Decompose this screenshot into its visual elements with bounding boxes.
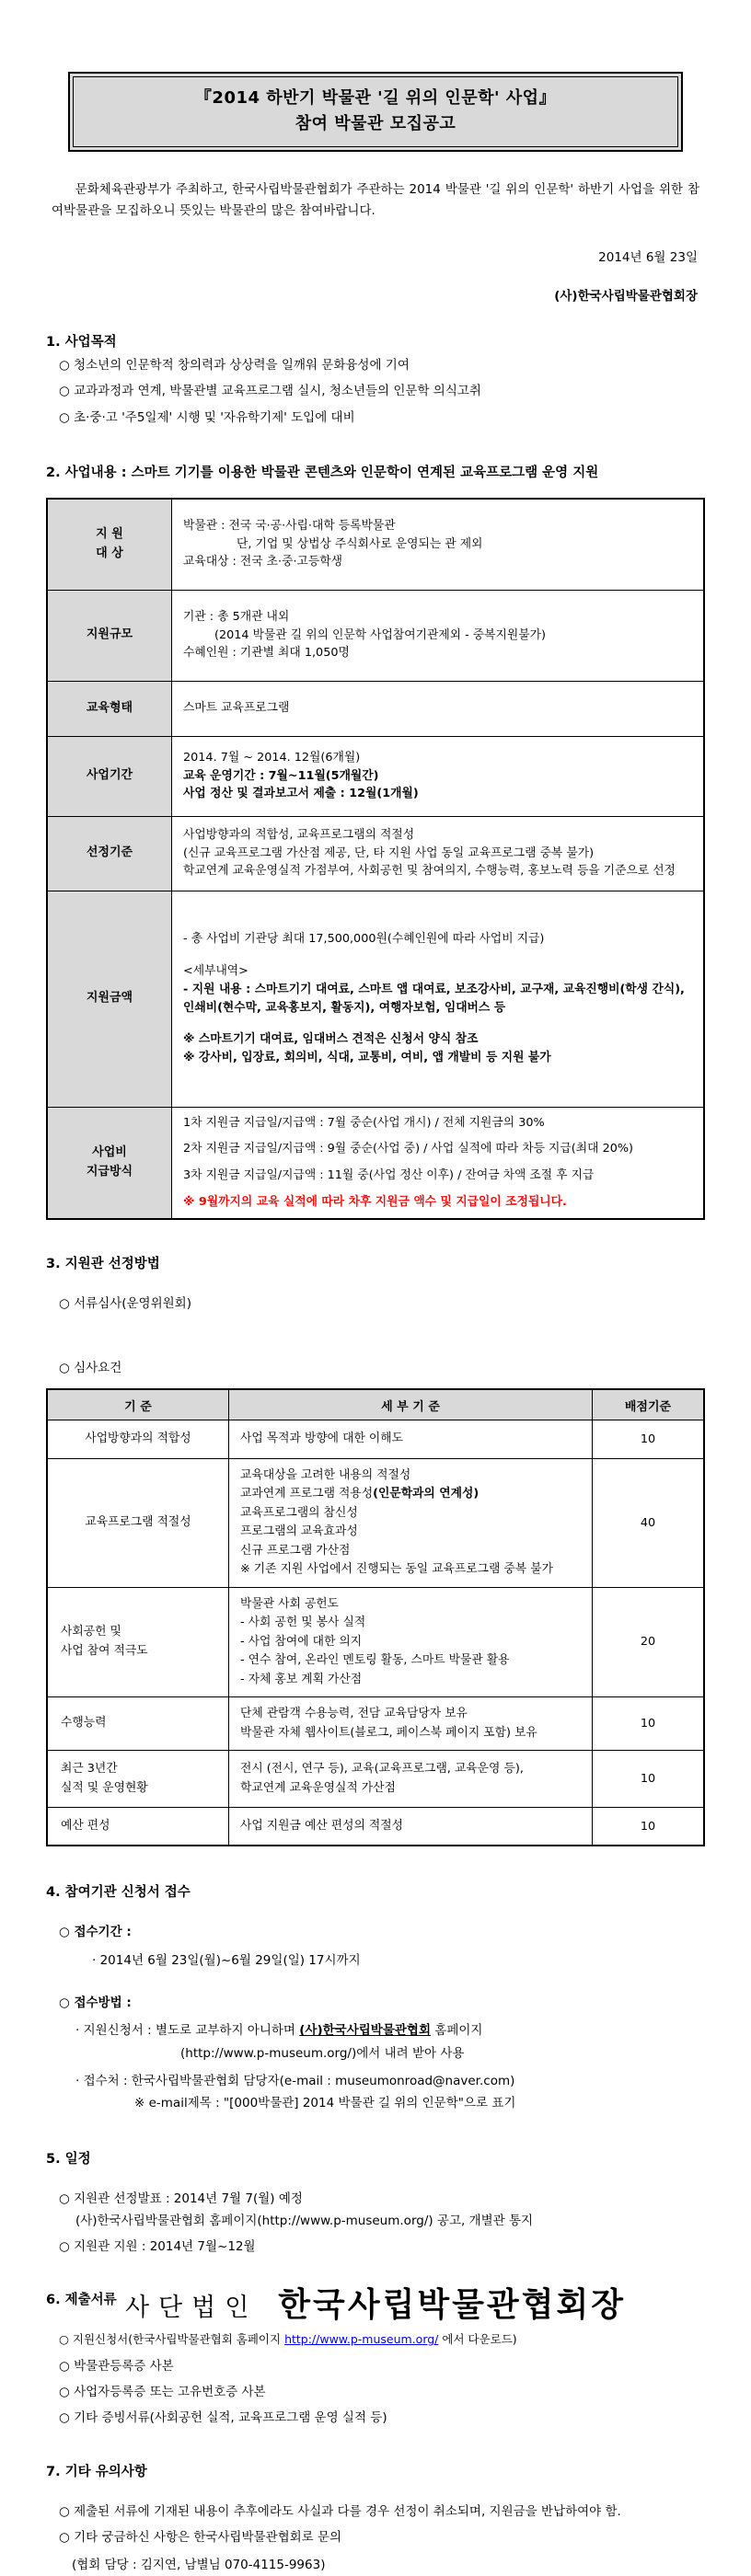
section1-heading: 1. 사업목적: [46, 335, 117, 351]
row-content-format: [172, 681, 705, 736]
table-row: [47, 891, 704, 1107]
row-label-format: 교육형태: [47, 681, 172, 736]
program-overview-table: [46, 498, 705, 1220]
intro-paragraph: 문화체육관광부가 주최하고, 한국사립박물관협회가 주관하는 2014 박물관 '길 위의 인문학' 하반기 사업을 위한 참여박물관을 모집하오니 뜻있는 박물관의 많은 참여바랍니다.: [52, 181, 699, 219]
detail-cell: [229, 1807, 593, 1846]
detail-line: 박물관 자체 웹사이트(블로그, 페이스북 페이지 포함) 보유: [240, 1725, 537, 1740]
detail-cell: [229, 1587, 593, 1696]
detail-cell: [229, 1420, 593, 1458]
cell-line: - 총 사업비 기관당 최대 17,500,000원(수혜인원에 따라 사업비 지급): [183, 932, 545, 947]
cell-line: 2014. 7월 ~ 2014. 12월(6개월): [183, 750, 361, 765]
detail-cell: [229, 1751, 593, 1808]
cell-line: <세부내역>: [183, 963, 248, 978]
section6-bullet-4: ○ 기타 증빙서류(사회공헌 실적, 교육프로그램 운영 실적 등): [59, 2410, 387, 2426]
section4-method-line1: [75, 2019, 705, 2041]
detail-line: 신규 프로그램 가산점: [240, 1543, 351, 1558]
payment-notice-red: ※ 9월까지의 교육 실적에 따라 차후 지원금 액수 및 지급일이 조정됩니다.: [183, 1195, 567, 1210]
criterion-cell: 수행능력: [47, 1697, 229, 1751]
cell-line: 교육대상 : 전국 초·중·고등학생: [183, 555, 342, 569]
criterion-cell: 교육프로그램 적절성: [47, 1458, 229, 1587]
detail-line: 교육대상을 고려한 내용의 적절성: [240, 1467, 411, 1482]
footer-corporation-type: 사단법인: [124, 2294, 259, 2322]
table-row: [47, 1587, 704, 1696]
detail-line: 학교연계 교육운영실적 가산점: [240, 1780, 396, 1795]
detail-line-part-bold: (인문학과의 연계성): [373, 1487, 479, 1501]
detail-line: 박물관 사회 공헌도: [240, 1596, 340, 1611]
title-box: [68, 72, 683, 152]
cell-line: (2014 박물관 길 위의 인문학 사업참여기관제외 - 중복지원불가): [214, 627, 546, 642]
detail-line: 전시 (전시, 연구 등), 교육(교육프로그램, 교육운영 등),: [240, 1762, 524, 1777]
row-label-criteria: 선정기준: [47, 816, 172, 891]
row-label-line: 대 상: [96, 546, 123, 560]
detail-line: - 자체 홍보 계획 가산점: [240, 1672, 363, 1686]
section4-method-line2: (http://www.p-museum.org/)에서 내려 받아 사용: [180, 2045, 465, 2061]
row-content-criteria: [172, 816, 705, 891]
cell-line: 스마트 교육프로그램: [183, 701, 290, 716]
table-row: [47, 1807, 704, 1846]
criterion-line: 사업 참여 적극도: [61, 1643, 148, 1658]
method-line1-post: 홈페이지: [431, 2023, 483, 2039]
detail-cell: [229, 1697, 593, 1751]
cell-line: 교육 운영기간 : 7월~11월(5개월간): [183, 768, 379, 783]
cell-line: 1차 지원금 지급일/지급액 : 7월 중순(사업 개시) / 전체 지원금의 30%: [183, 1115, 545, 1130]
score-cell: 10: [593, 1807, 705, 1846]
section7-bullet-2: ○ 기타 궁금하신 사항은 한국사립박물관협회로 문의: [59, 2529, 342, 2545]
section4-bullet-method: ○ 접수방법 :: [59, 1995, 132, 2011]
score-cell: 20: [593, 1587, 705, 1696]
section6-heading: 6. 제출서류: [46, 2293, 117, 2308]
table-row: [47, 681, 704, 736]
section1-bullet-3: ○ 초·중·고 '주5일제' 시행 및 '자유학기제' 도입에 대비: [59, 409, 355, 425]
header-detail: 세 부 기 준: [229, 1389, 593, 1420]
signer: (사)한국사립박물관협회장: [554, 289, 698, 305]
section6-bullet-1-post: 에서 다운로드): [438, 2332, 517, 2347]
section1-bullet-1: ○ 청소년의 인문학적 창의력과 상상력을 일깨워 문화융성에 기여: [59, 358, 410, 374]
row-content-period: [172, 736, 705, 816]
header-score: 배점기준: [593, 1389, 705, 1420]
score-cell: 10: [593, 1420, 705, 1458]
cell-line: 박물관 : 전국 국·공·사립·대학 등록박물관: [183, 518, 396, 533]
cell-line: 단, 기업 및 상법상 주식회사로 운영되는 관 제외: [237, 536, 483, 551]
cell-line: (신규 교육프로그램 가산점 제공, 단, 타 지원 사업 동일 교육프로그램 중복 불가): [183, 845, 595, 860]
detail-line: 단체 관람객 수용능력, 전담 교육담당자 보유: [240, 1707, 468, 1721]
document-title-line2: 참여 박물관 모집공고: [295, 113, 456, 133]
website-link[interactable]: http://www.p-museum.org/: [284, 2332, 439, 2347]
table-row: [47, 499, 704, 591]
criterion-cell: 예산 편성: [47, 1807, 229, 1846]
section5-bullet-1-detail: (사)한국사립박물관협회 홈페이지(http://www.p-museum.org/) 공고, 개별관 통지: [75, 2213, 534, 2228]
section2-heading-label: 2. 사업내용 :: [46, 465, 132, 480]
detail-line: ※ 기존 지원 사업에서 진행되는 동일 교육프로그램 중복 불가: [240, 1562, 553, 1577]
footer-association-president: 한국사립박물관협회장: [278, 2285, 627, 2324]
row-content-target: [172, 499, 705, 591]
table-row: [47, 736, 704, 816]
association-name-emphasis: (사)한국사립박물관협회: [299, 2023, 431, 2039]
table-row: [47, 816, 704, 891]
section2-heading: [46, 462, 705, 485]
footer-signature: [0, 2279, 751, 2326]
table-row: [47, 1107, 704, 1219]
cell-line: 2차 지원금 지급일/지급액 : 9월 중순(사업 중) / 사업 실적에 따라 차등 지급(최대 20%): [183, 1142, 634, 1156]
row-label-line: 지급방식: [86, 1164, 133, 1179]
detail-line: [240, 1485, 581, 1503]
detail-line-part: 교과연계 프로그램 적용성: [240, 1487, 374, 1501]
section6-bullet-1: [59, 2329, 705, 2351]
detail-line: - 사회 공헌 및 봉사 실적: [240, 1616, 366, 1630]
section6-bullet-2: ○ 박물관등록증 사본: [59, 2358, 174, 2374]
row-content-scale: [172, 590, 705, 681]
cell-line: 3차 지원금 지급일/지급액 : 11월 중(사업 정산 이후) / 잔여금 차액 조절 후 지급: [183, 1168, 595, 1183]
row-label-line: 지 원: [96, 526, 123, 541]
table-row: [47, 1751, 704, 1808]
table-row: [47, 1458, 704, 1587]
cell-line: 사업방향과의 적합성, 교육프로그램의 적절성: [183, 827, 415, 842]
table-header-row: [47, 1389, 704, 1420]
announcement-date: 2014년 6월 23일: [598, 250, 698, 266]
section3-heading: 3. 지원관 선정방법: [46, 1256, 160, 1271]
cell-line: ※ 강사비, 입장료, 회의비, 식대, 교통비, 여비, 앱 개발비 등 지원 불가: [183, 1051, 551, 1065]
section4-bullet-period: ○ 접수기간 :: [59, 1925, 132, 1940]
criterion-cell: [47, 1751, 229, 1808]
section6-bullet-3: ○ 사업자등록증 또는 고유번호증 사본: [59, 2385, 266, 2399]
detail-line: 사업 지원금 예산 편성의 적절성: [240, 1818, 403, 1833]
section7-bullet-1: ○ 제출된 서류에 기재된 내용이 추후에라도 사실과 다를 경우 선정이 취소되며, 지원금을 반납하여야 함.: [59, 2503, 621, 2519]
section7-contact-detail: (협회 담당 : 김지연, 남별님 070-4115-9963): [72, 2558, 326, 2573]
score-cell: 10: [593, 1697, 705, 1751]
method-line1-pre: · 지원신청서 : 별도로 교부하지 아니하며: [75, 2023, 300, 2039]
section7-heading: 7. 기타 유의사항: [46, 2464, 147, 2479]
section4-heading: 4. 참여기관 신청서 접수: [46, 1885, 191, 1901]
row-label-funding: 지원금액: [47, 891, 172, 1107]
section3-bullet-2: ○ 심사요건: [59, 1361, 122, 1376]
section2-heading-text: 스마트 기기를 이용한 박물관 콘텐츠와 인문학이 연계된 교육프로그램 운영 지원: [131, 465, 599, 480]
detail-line: - 연수 참여, 온라인 멘토링 활동, 스마트 박물관 활용: [240, 1653, 510, 1668]
cell-line: - 지원 내용 : 스마트기기 대여료, 스마트 앱 대여료, 보조강사비, 교구재, 교육진행비(학생 간식), 인쇄비(현수막, 교육홍보지, 활동지), 여행자보험, 임대버스 등: [183, 982, 685, 1015]
section6-bullet-1-pre: ○ 지원신청서(한국사립박물관협회 홈페이지: [59, 2332, 285, 2347]
detail-line: 교육프로그램의 참신성: [240, 1505, 358, 1520]
document-title-line1: 『2014 하반기 박물관 '길 위의 인문학' 사업』: [194, 88, 557, 108]
cell-line: ※ 스마트기기 대여료, 임대버스 견적은 신청서 양식 참조: [183, 1032, 479, 1047]
header-criterion: 기 준: [47, 1389, 229, 1420]
cell-line: 사업 정산 및 결과보고서 제출 : 12월(1개월): [183, 787, 419, 801]
row-label-scale: 지원규모: [47, 590, 172, 681]
table-row: [47, 590, 704, 681]
section4-method-line3: · 접수처 : 한국사립박물관협회 담당자(e-mail : museumonroad@naver.com): [75, 2073, 515, 2088]
cell-line: 학교연계 교육운영실적 가점부여, 사회공헌 및 참여의지, 수행능력, 홍보노력 등을 기준으로 선정: [183, 864, 676, 879]
criterion-line: 실적 및 운영현황: [61, 1780, 148, 1795]
score-cell: 10: [593, 1751, 705, 1808]
detail-line: 프로그램의 교육효과성: [240, 1524, 358, 1539]
detail-cell: [229, 1458, 593, 1587]
row-label-payment: [47, 1107, 172, 1219]
score-cell: 40: [593, 1458, 705, 1587]
section1-bullet-2: ○ 교과과정과 연계, 박물관별 교육프로그램 실시, 청소년들의 인문학 의식고취: [59, 384, 481, 399]
row-label-line: 사업비: [92, 1144, 127, 1159]
criterion-cell: 사업방향과의 적합성: [47, 1420, 229, 1458]
section4-email-title-note: ※ e-mail제목 : "[000박물관] 2014 박물관 길 위의 인문학"으로 표기: [134, 2096, 516, 2111]
criterion-line: 사회공헌 및: [61, 1625, 121, 1639]
row-label-target: [47, 499, 172, 591]
section4-period-detail: · 2014년 6월 23일(월)~6월 29일(일) 17시까지: [92, 1952, 361, 1968]
detail-line: - 사업 참여에 대한 의지: [240, 1634, 363, 1649]
criterion-cell: [47, 1587, 229, 1696]
section5-bullet-1: ○ 지원관 선정발표 : 2014년 7월 7(월) 예정: [59, 2191, 303, 2206]
row-label-period: 사업기간: [47, 736, 172, 816]
cell-line: 기관 : 총 5개관 내외: [183, 609, 290, 624]
section5-heading: 5. 일정: [46, 2151, 91, 2167]
detail-line: 사업 목적과 방향에 대한 이해도: [240, 1432, 403, 1446]
section3-bullet-1: ○ 서류심사(운영위원회): [59, 1295, 191, 1311]
evaluation-criteria-table: [46, 1388, 705, 1846]
table-row: [47, 1420, 704, 1458]
title-box-inner: [73, 76, 678, 147]
section5-bullet-2: ○ 지원관 지원 : 2014년 7월~12월: [59, 2239, 256, 2255]
cell-line: 수혜인원 : 기관별 최대 1,050명: [183, 646, 350, 661]
table-row: [47, 1697, 704, 1751]
row-content-payment: [172, 1107, 705, 1219]
row-content-funding: [172, 891, 705, 1107]
criterion-line: 최근 3년간: [61, 1762, 118, 1777]
